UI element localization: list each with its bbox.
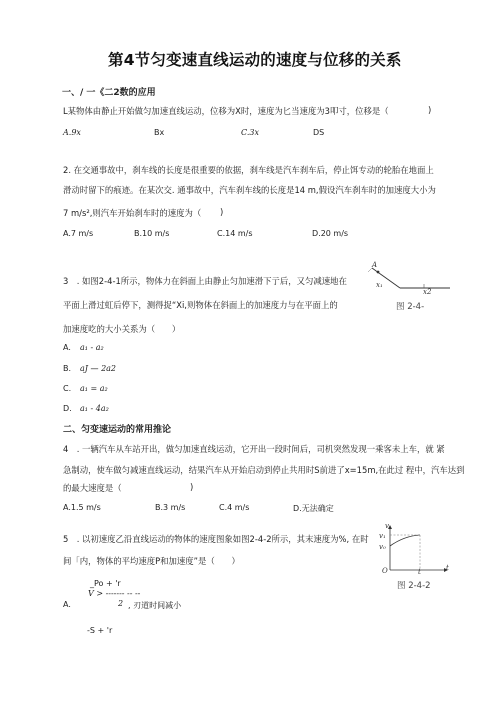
question-2-line-3: 7 m/s²,则汽车开始刹车时的速度为（ [63, 208, 202, 218]
figure-2-label-origin: O [382, 567, 388, 575]
question-3-option-c: a₁ = a₂ [80, 384, 108, 393]
figure-2-label-v1: v₁ [379, 532, 386, 540]
question-5-formula-numerator: _Po + 'r [90, 579, 121, 588]
figure-1-label-x1: x₁ [376, 281, 383, 289]
question-4-option-a: A.1.5 m/s [63, 503, 101, 512]
figure-1-label-x2: x2 [423, 288, 432, 296]
question-3-option-a-letter: A. [63, 343, 71, 352]
question-5-line-2: 间「内，物体的平均速度P和加速度”是（ ） [63, 556, 240, 566]
question-2-line-2: 滑动时留下的痕迹。在某次交. 通事故中，汽车刹车线的长度是14 m,假设汽车刹车时的加速度大小为 [63, 185, 436, 195]
question-3-option-b-letter: B. [63, 364, 72, 373]
question-4-line-1: 4 . 一辆汽车从车站开出，做匀加速直线运动，它开出一段时间后，司机突然发现一乘客未上车，就 紧 [63, 444, 445, 454]
question-2-option-d: D.20 m/s [312, 229, 349, 238]
section-heading-2: 二、匀变速运动的常用推论 [63, 425, 172, 435]
question-4-paren: ) [190, 482, 194, 492]
velocity-time-graph [380, 524, 450, 576]
question-5-formula-line: V > ------- -- -- [88, 589, 141, 598]
question-2-paren: ) [220, 207, 224, 217]
figure-2-caption: 图 2-4-2 [397, 581, 431, 591]
figure-2-label-v: v [385, 522, 389, 530]
question-1-text: L某物体由静止开始做匀加速直线运动，位移为X时，速度为匕当速度为3叩寸，位移是（ [63, 106, 389, 116]
question-3-line-3: 加速度吃的大小关系为（ ） [63, 324, 181, 334]
question-5-formula-denominator: 2 [118, 599, 124, 608]
question-5-option-a-tail: , 刃道时间减小 [128, 601, 182, 610]
question-3-option-c-letter: C. [63, 384, 72, 393]
question-3-option-d-letter: D. [63, 404, 72, 413]
question-4-option-b: B.3 m/s [155, 503, 186, 512]
figure-2-label-v0: v₀ [379, 543, 386, 551]
figure-2-label-t-axis: t [446, 564, 449, 572]
question-2-option-c: C.14 m/s [217, 229, 253, 238]
question-2-option-a: A.7 m/s [63, 229, 94, 238]
question-3-option-b: aJ — 2a2 [80, 364, 117, 373]
question-2-line-1: 2. 在交通事故中，刹车线的长度是很重要的依据，刹车线是汽车刹车后，停止饵专动的轮胎在地面上 [63, 165, 434, 175]
question-1-option-d: DS [313, 128, 325, 137]
question-5-line-1: 5 . 以初速度乙沿直线运动的物体的速度图象如图2-4-2所示，其末速度为%, 在时 [63, 534, 369, 544]
block-marker [377, 271, 380, 274]
question-4-option-d: D.无法确定 [293, 504, 334, 513]
graph-velocity-curve [390, 535, 420, 546]
question-1-paren: ) [428, 105, 432, 115]
question-5-option-a-letter: A. [63, 600, 71, 609]
question-3-line-2: 平面上滑过虹后停下，测得捉“Xi,则物体在斜面上的加速度力与在平面上的 [63, 300, 338, 310]
question-1-option-a: A.9x [63, 128, 81, 137]
question-1-option-b: Bx [154, 128, 165, 137]
section-heading-1: 一、/ 一《二2数的应用 [62, 88, 156, 98]
question-1-option-c: C.3x [241, 128, 259, 137]
question-4-line-3: 的最大速度是（ [63, 483, 122, 493]
question-4-line-2: 急制动，使车做匀减速直线运动，结果汽车从开始启动到停止共用时S前进了x=15m,在此过 程中，汽车达到 [63, 465, 465, 475]
figure-1-caption: 图 2-4- [396, 302, 425, 312]
question-3-option-a: a₁ - a₂ [80, 343, 104, 352]
figure-1-label-a: A [372, 261, 378, 269]
question-5-option-b-formula: -S + 'r [87, 626, 113, 635]
question-4-option-c: C.4 m/s [219, 503, 250, 512]
question-2-option-b: B.10 m/s [134, 229, 170, 238]
question-3-option-d: a₁ - 4a₂ [80, 404, 109, 413]
figure-2-label-t-tick: t [418, 568, 421, 576]
page-title: 第4节匀变速直线运动的速度与位移的关系 [108, 51, 402, 69]
question-3-line-1: 3 . 如图2-4-1所示，物体力在斜面上由静止匀加速滑下亍后，又匀减速地在 [63, 276, 347, 286]
